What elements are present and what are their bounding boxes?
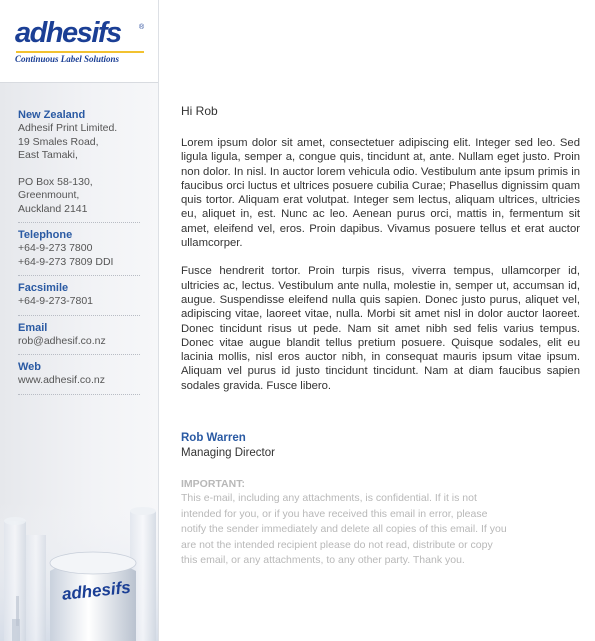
- divider: [18, 354, 140, 355]
- po-box-line: Auckland 2141: [18, 202, 88, 215]
- disclaimer-line: are not the intended recipient please do not read, distribute or copy: [181, 538, 493, 551]
- email-body: [181, 104, 580, 569]
- body-paragraph: Fusce hendrerit tortor. Proin turpis risus, viverra tempus, ullamcorper id, ultricies ac, lectus. Vestibulum ante nulla, molestie in, semper ut, accumsan id, augue. Suspendisse eleifend nulla quis sapien. Donec justo purus, aliquet vel, adipiscing vitae, laoreet vitae, nulla. Morbi sit amet nisl in dolor auctor laoreet. Donec tincidunt risus ut pede. Nam sit amet nibh sed felis varius tempus. Donec vitae augue blandit tellus pretium posuere. Quisque sodales, elit eu lacinia mollis, nisl eros auctor nibh, in consequat mauris ipsum vitae ipsum. Aliquam vel purus id justo tincidunt tincidunt. Nam at diam faucibus sapien sodales gravida. Fusce libero.: [181, 265, 580, 392]
- telephone-number-ddi[interactable]: +64-9-273 7809 DDI: [18, 255, 114, 268]
- facsimile-number: +64-9-273-7801: [18, 295, 94, 307]
- telephone-number[interactable]: +64-9-273 7800: [18, 242, 93, 254]
- divider: [18, 275, 140, 276]
- contact-details: [18, 108, 140, 400]
- tank-logo-text: adhesifs: [61, 577, 132, 604]
- divider: [18, 222, 140, 223]
- facsimile-title: Facsimile: [18, 282, 69, 294]
- web-link[interactable]: www.adhesif.co.nz: [18, 374, 105, 386]
- address-line: 19 Smales Road,: [18, 135, 99, 148]
- disclaimer-line: This e-mail, including any attachments, is confidential. If it is not: [181, 492, 477, 505]
- divider: [18, 315, 140, 316]
- email-title: Email: [18, 321, 48, 334]
- registered-mark: ®: [139, 24, 145, 31]
- email-link[interactable]: rob@adhesif.co.nz: [18, 334, 106, 347]
- body-paragraph: Lorem ipsum dolor sit amet, consectetuer adipiscing elit. Integer sed leo. Sed ligula ligula, semper a, congue quis, tincidunt at, ante. Nullam eget justo. Proin non dolor. In nisl. In auctor lorem vehicula odio. Vestibulum ante ipsum primis in faucibus orci luctus et ultrices posuere cubilia Curae; Phasellus dignissim quam quis tortor. Aliquam erat volutpat. Integer sem lectus, aliquam ultrices, ultricies eu, aliquet in, est. Nunc ac leo. Aenean purus orci, mattis in, fermentum sit amet, eleifend vel, eros. Proin dapibus. Vivamus posuere tellus et erat auctor ullamcorper.: [181, 137, 580, 250]
- web-title: Web: [18, 361, 42, 373]
- disclaimer-title: IMPORTANT:: [181, 478, 245, 491]
- address-line: Adhesif Print Limited.: [18, 122, 118, 134]
- logo-wordmark: adhesifs: [15, 17, 121, 49]
- location-title: New Zealand: [18, 109, 86, 121]
- logo-underline: [16, 51, 144, 53]
- disclaimer-line: this email, or any attachments, to any other party. Thank you.: [181, 554, 465, 567]
- disclaimer-line: intended for you, or if you have received this email in error, please: [181, 507, 488, 520]
- logo[interactable]: [0, 0, 158, 83]
- logo-tagline: Continuous Label Solutions: [15, 54, 120, 64]
- storage-tanks-illustration: [0, 501, 158, 641]
- sidebar: [0, 0, 159, 641]
- disclaimer-line: notify the sender immediately and delete all copies of this email. If you: [181, 523, 507, 536]
- divider: [18, 394, 140, 395]
- po-box-line: Greenmount,: [18, 189, 80, 201]
- telephone-title: Telephone: [18, 229, 73, 241]
- greeting: Hi Rob: [181, 104, 218, 118]
- signature-name: Rob Warren: [181, 432, 246, 445]
- address-line: East Tamaki,: [18, 149, 78, 161]
- po-box-line: PO Box 58-130,: [18, 175, 93, 188]
- signature-title: Managing Director: [181, 447, 275, 460]
